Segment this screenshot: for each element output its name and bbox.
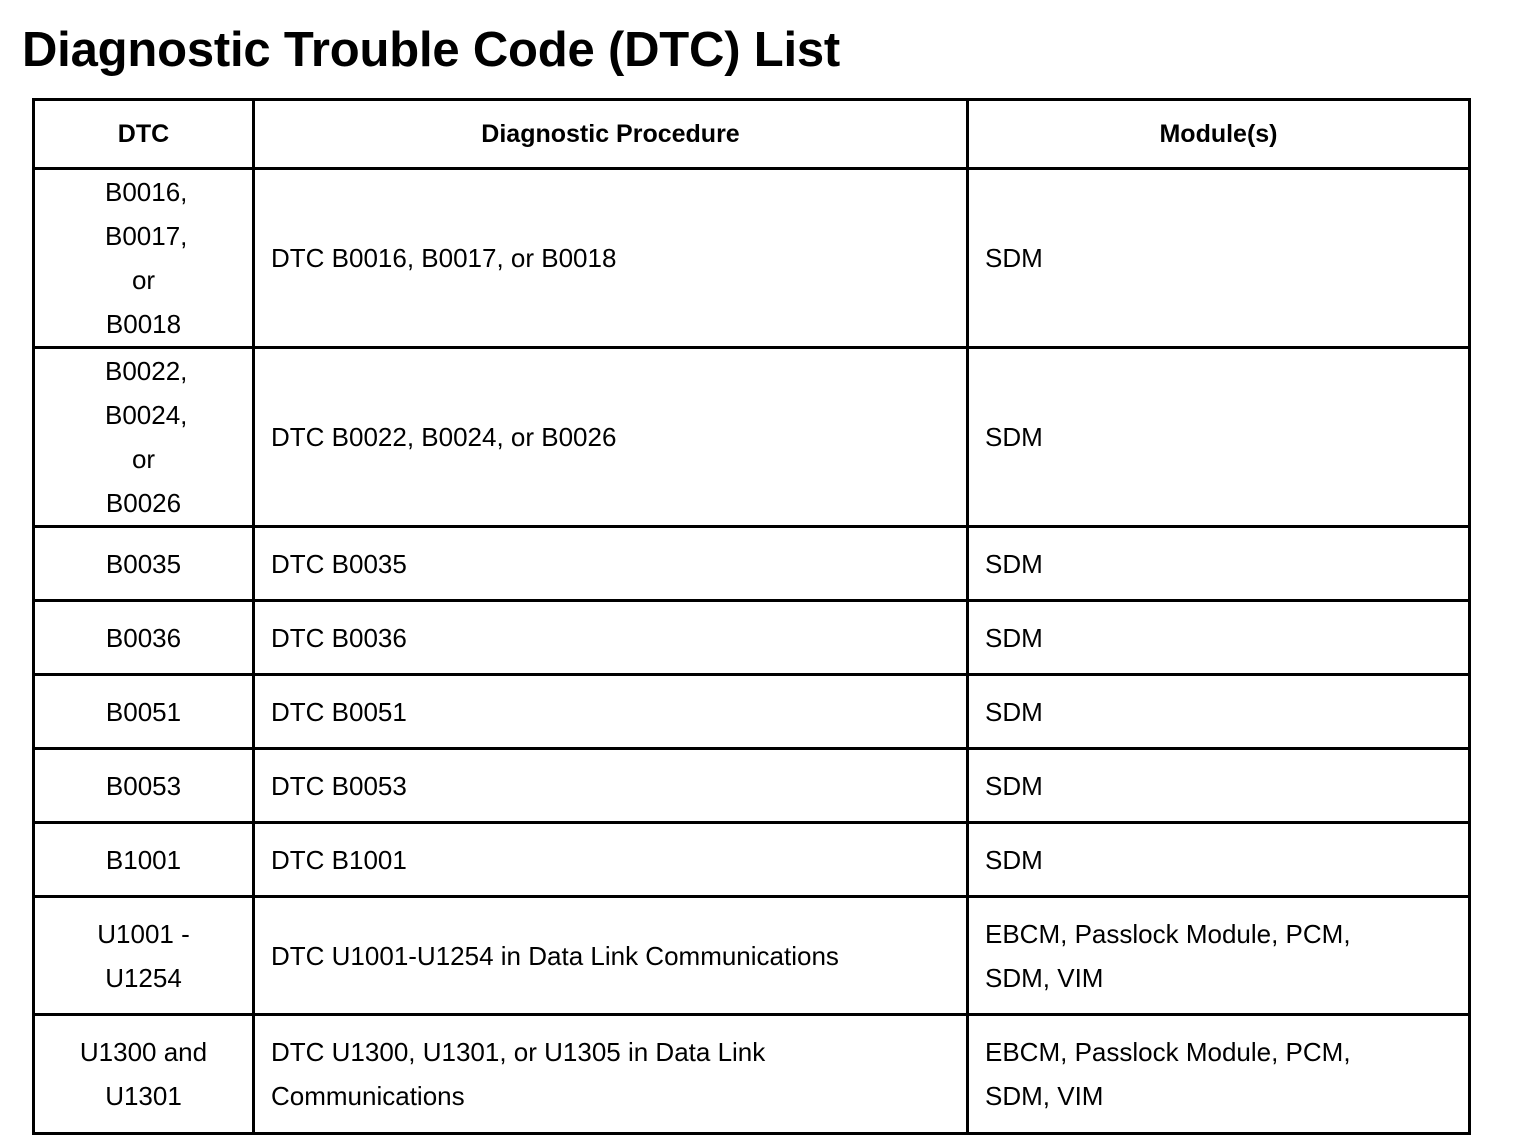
- procedure-cell: DTC U1300, U1301, or U1305 in Data Link Communications: [254, 1015, 968, 1134]
- procedure-cell: DTC B0053: [254, 749, 968, 823]
- table-row: [34, 601, 1470, 675]
- dtc-cell: U1001 - U1254: [34, 897, 254, 1015]
- modules-cell: EBCM, Passlock Module, PCM, SDM, VIM: [968, 1015, 1470, 1134]
- procedure-cell: DTC B0035: [254, 527, 968, 601]
- modules-cell: SDM: [968, 675, 1470, 749]
- page-title: Diagnostic Trouble Code (DTC) List: [22, 23, 841, 77]
- procedure-cell: DTC B0051: [254, 675, 968, 749]
- modules-cell: SDM: [968, 749, 1470, 823]
- procedure-cell: DTC B0036: [254, 601, 968, 675]
- procedure-cell: DTC B0016, B0017, or B0018: [254, 169, 968, 348]
- table-row: [34, 897, 1470, 1015]
- dtc-cell: B0016, B0017, or B0018: [34, 169, 254, 348]
- modules-cell: SDM: [968, 169, 1470, 348]
- table-row: [34, 169, 1470, 348]
- modules-cell: SDM: [968, 823, 1470, 897]
- dtc-cell: B0053: [34, 749, 254, 823]
- header-dtc: DTC: [34, 100, 254, 169]
- procedure-cell: DTC B0022, B0024, or B0026: [254, 348, 968, 527]
- dtc-cell: B0022, B0024, or B0026: [34, 348, 254, 527]
- procedure-cell: DTC B1001: [254, 823, 968, 897]
- table-row: [34, 675, 1470, 749]
- dtc-cell: B0036: [34, 601, 254, 675]
- table-row: [34, 348, 1470, 527]
- table-header-row: [34, 100, 1470, 169]
- modules-cell: EBCM, Passlock Module, PCM, SDM, VIM: [968, 897, 1470, 1015]
- modules-cell: SDM: [968, 527, 1470, 601]
- dtc-cell: B0051: [34, 675, 254, 749]
- dtc-cell: U1300 and U1301: [34, 1015, 254, 1134]
- table-row: [34, 749, 1470, 823]
- modules-cell: SDM: [968, 348, 1470, 527]
- table-row: [34, 527, 1470, 601]
- table-row: [34, 823, 1470, 897]
- modules-cell: SDM: [968, 601, 1470, 675]
- dtc-table: [32, 98, 1471, 1135]
- header-modules: Module(s): [968, 100, 1470, 169]
- dtc-cell: B0035: [34, 527, 254, 601]
- procedure-cell: DTC U1001-U1254 in Data Link Communications: [254, 897, 968, 1015]
- dtc-cell: B1001: [34, 823, 254, 897]
- header-diagnostic-procedure: Diagnostic Procedure: [254, 100, 968, 169]
- table-row: [34, 1015, 1470, 1134]
